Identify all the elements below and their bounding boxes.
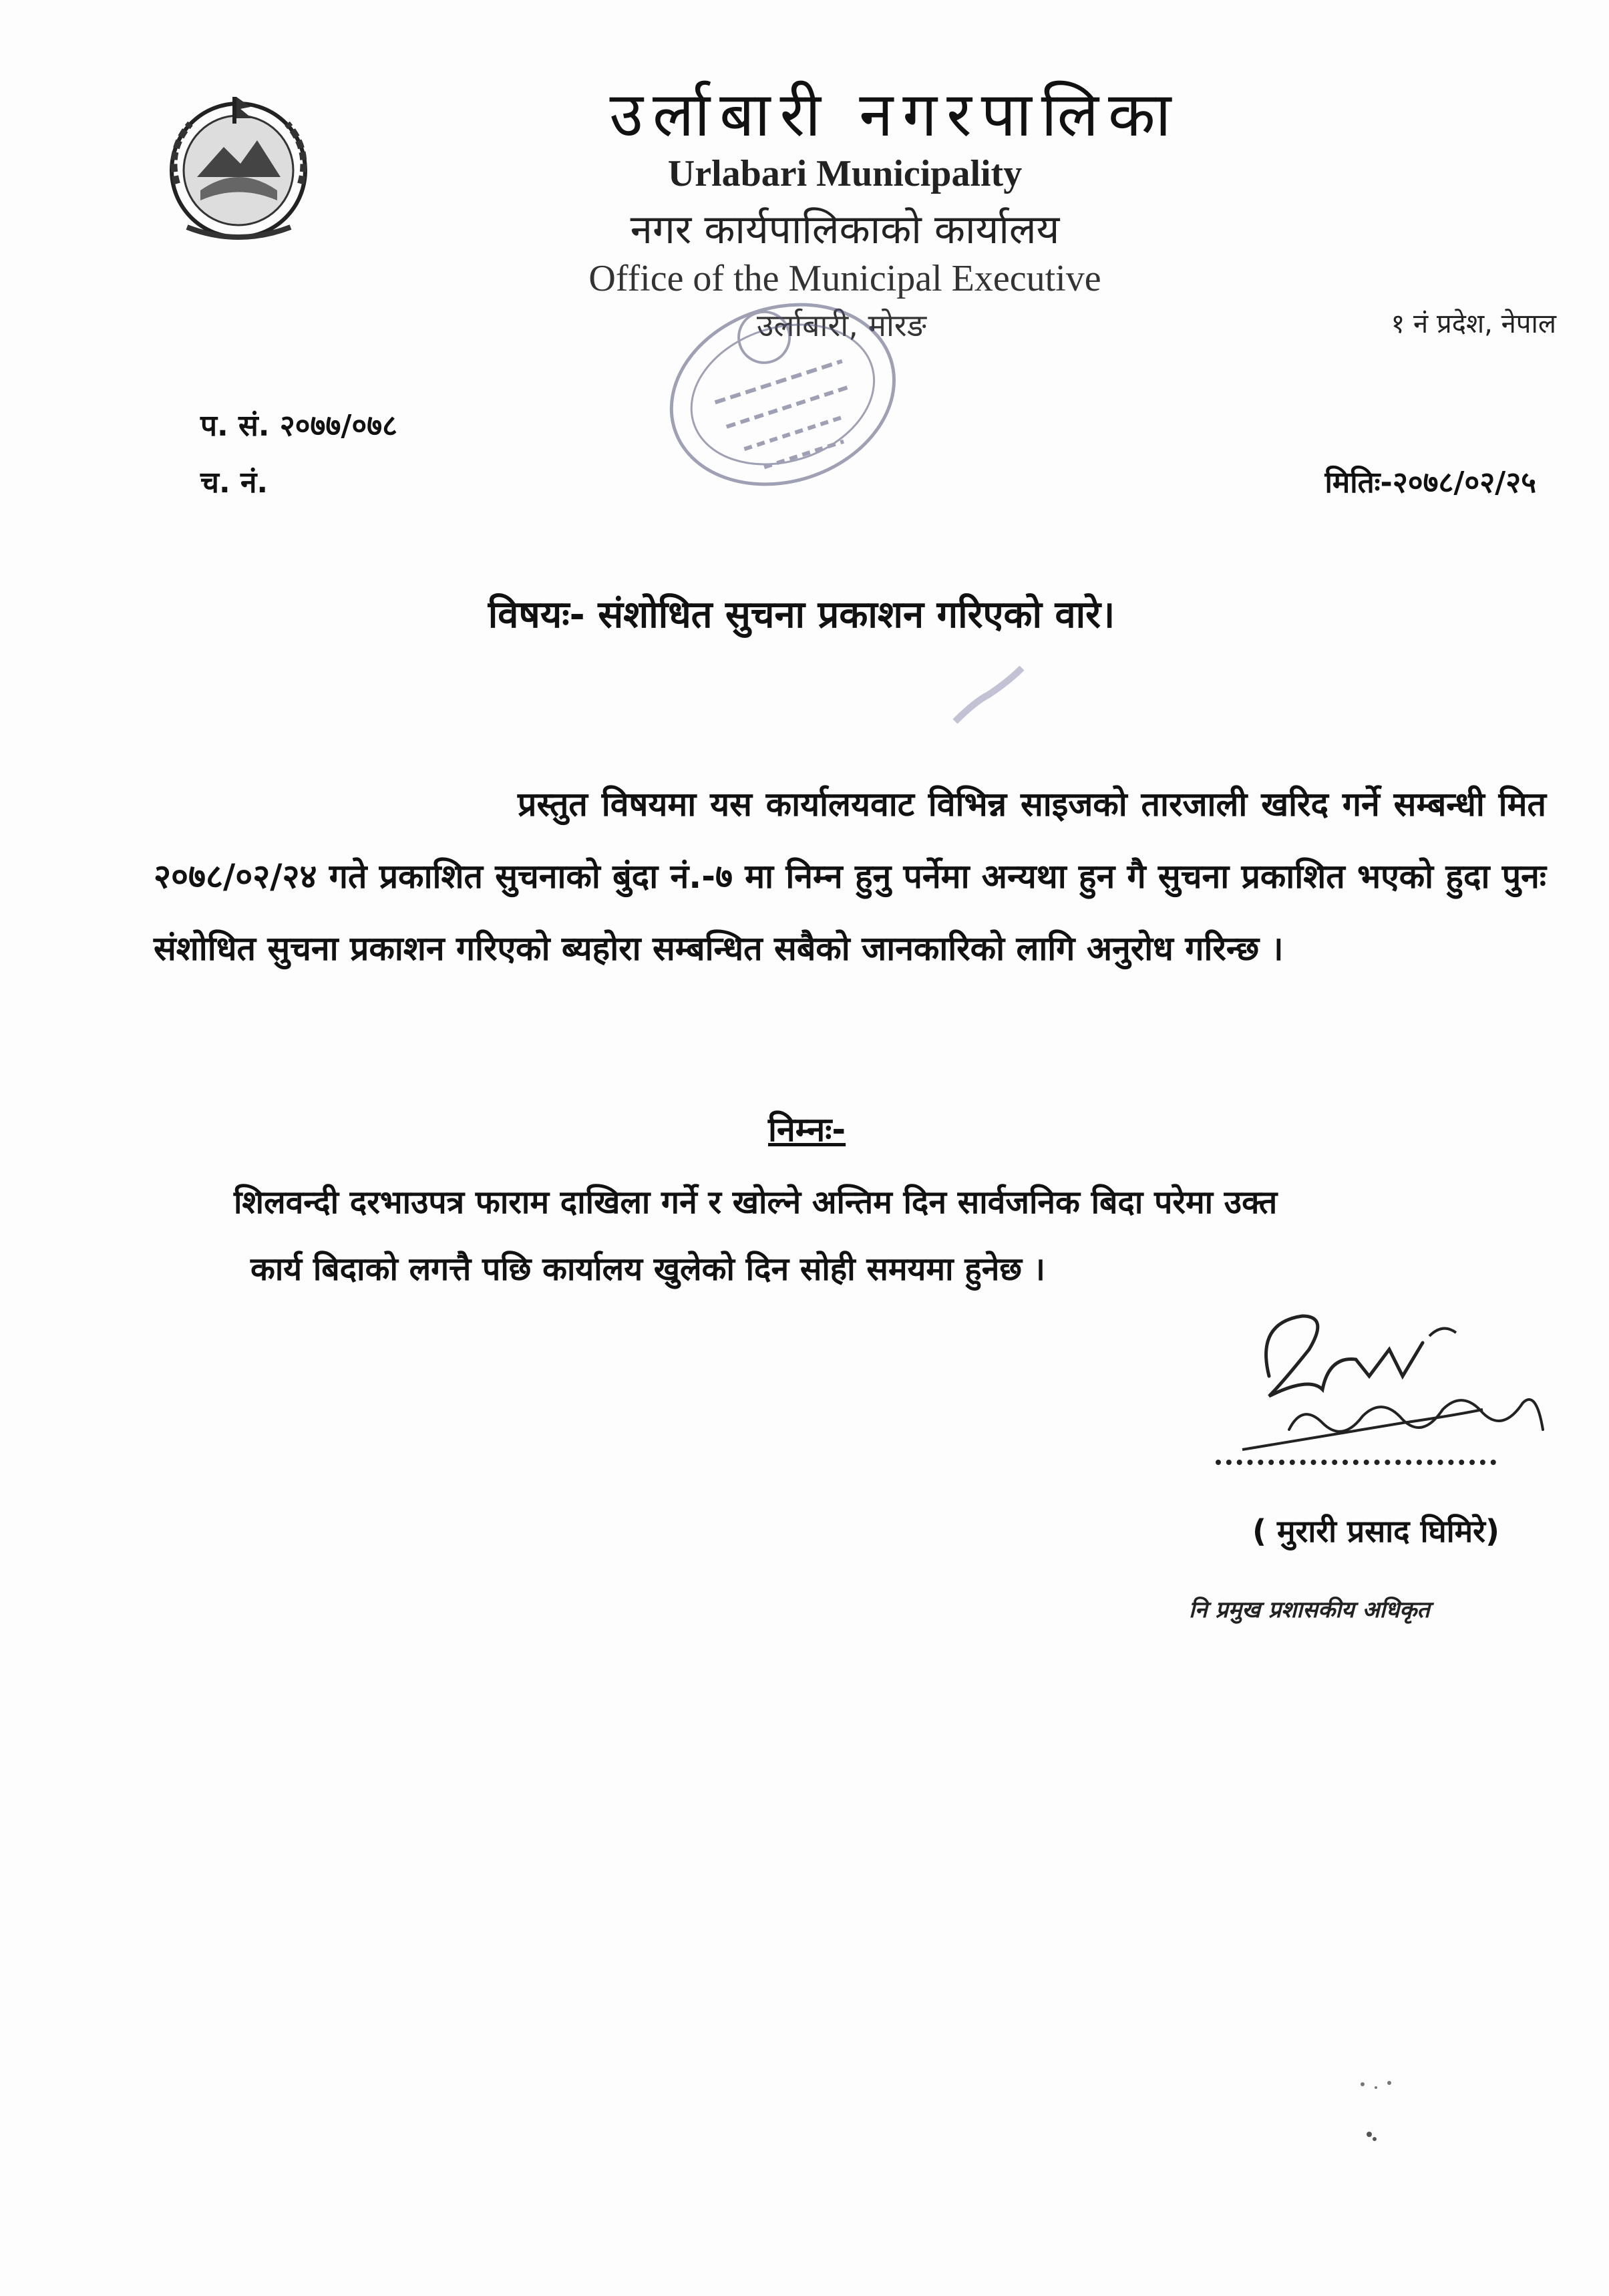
body-paragraph: प्रस्तुत विषयमा यस कार्यालयवाट विभिन्न साइजको तारजाली खरिद गर्ने सम्बन्धी मित २०७८/०२/२४ गते प्रकाशित सुचनाको बुंदा नं.-७ मा निम्न हुनु पर्नेमा अन्यथा हुन गै सुचना प्रकाशित भएको हुदा पुनः संशोधित सुचना प्रकाशन गरिएको ब्यहोरा सम्बन्धित सबैको जानकारिको लागि अनुरोध गरिन्छ ।	[154, 785, 1546, 968]
municipality-title-english: Urlabari Municipality	[667, 153, 1023, 194]
subject-line: विषयः- संशोधित सुचना प्रकाशन गरिएको वारे।	[488, 593, 1115, 637]
niman-heading: निम्नः-	[768, 1110, 846, 1149]
note-block	[234, 1169, 1503, 1303]
province-label: १ नं प्रदेश, नेपाल	[1391, 309, 1556, 339]
letter-date: मितिः-२०७८/०२/२५	[1324, 466, 1536, 500]
signatory-name: ( मुरारी प्रसाद घिमिरे)	[1252, 1513, 1499, 1549]
municipality-title-nepali: उर्लाबारी नगरपालिका	[609, 79, 1181, 150]
signature-dotted-line	[1216, 1460, 1496, 1465]
office-address: उर्लाबारी, मोरङ	[756, 307, 926, 343]
nepal-emblem-icon	[150, 84, 327, 251]
office-name-nepali: नगर कार्यपालिकाको कार्यालय	[630, 206, 1060, 253]
letter-number: प. सं. २०७७/०७८	[200, 409, 398, 443]
office-stamp	[645, 281, 925, 521]
ink-smudge	[1336, 2071, 1416, 2171]
ink-smudge	[948, 661, 1029, 728]
note-line-1: शिलवन्दी दरभाउपत्र फाराम दाखिला गर्ने र खोल्ने अन्तिम दिन सार्वजनिक बिदा परेमा उक्त	[234, 1184, 1278, 1221]
dispatch-number: च. नं.	[200, 466, 269, 500]
signatory-designation: नि प्रमुख प्रशासकीय अधिकृत	[1189, 1597, 1430, 1623]
office-name-english: Office of the Municipal Executive	[588, 258, 1101, 299]
note-line-2: कार्य बिदाको लगत्तै पछि कार्यालय खुलेको दिन सोही समयमा हुनेछ ।	[250, 1251, 1045, 1288]
handwritten-signature	[1229, 1296, 1563, 1470]
